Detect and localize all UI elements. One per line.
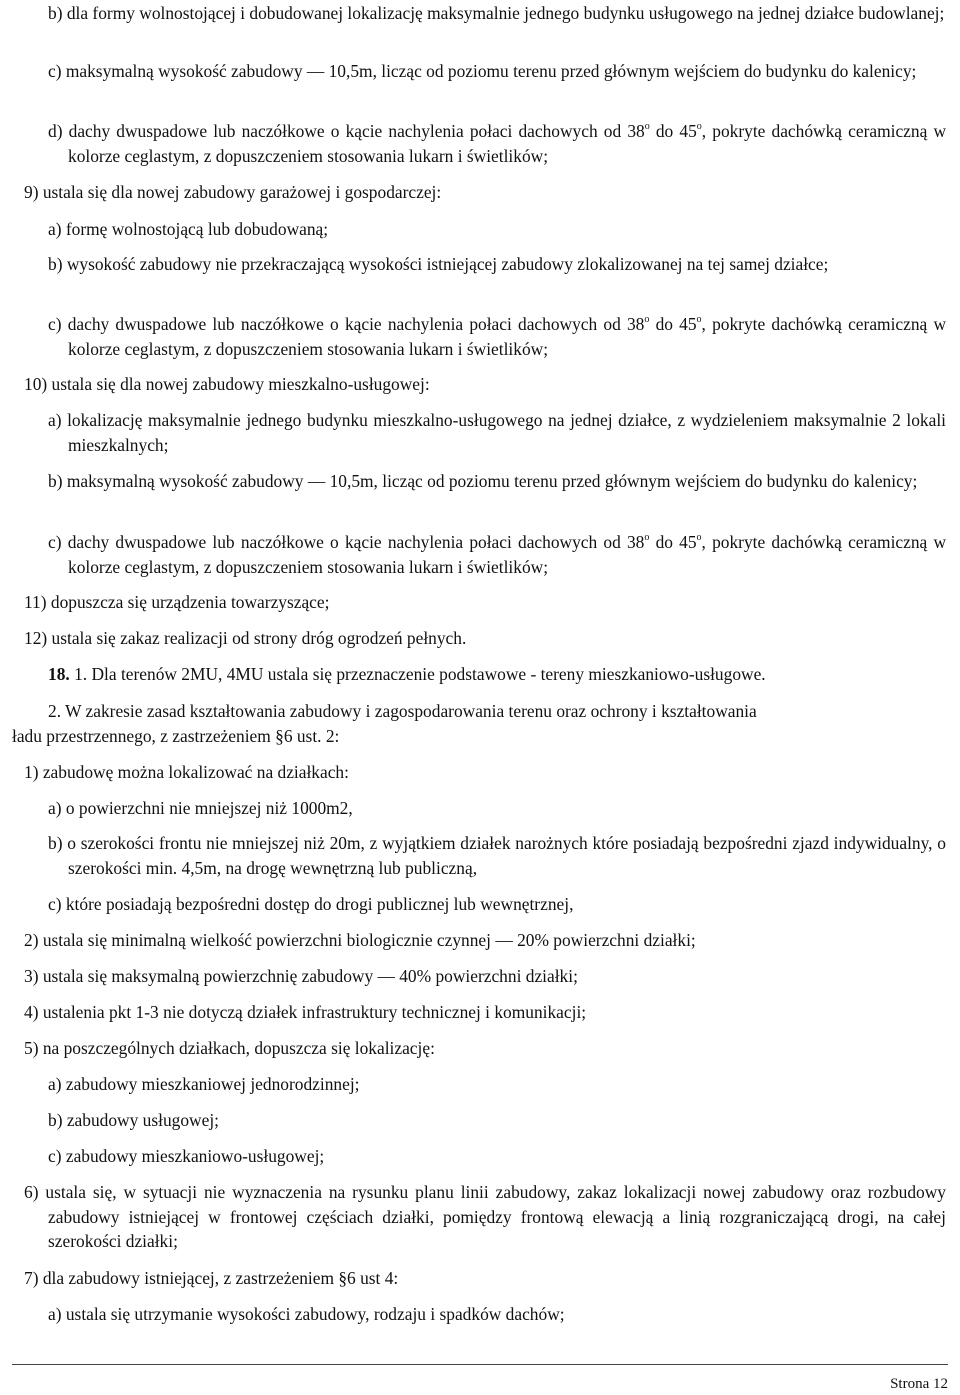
item-c-max-height: c) maksymalną wysokość zabudowy — 10,5m, licząc od poziomu terenu przed głównym wejściem do budynku do kalenicy; [48,61,917,81]
item-7-existing-buildings: 7) dla zabudowy istniejącej, z zastrzeżeniem §6 ust 4: [24,1268,399,1288]
section-18-paragraph-2: 2. W zakresie zasad kształtowania zabudowy i zagospodarowania terenu oraz ochrony i kształtowania ładu przestrzennego, z zastrzeżeniem §6 ust. 2: [12,701,757,746]
item-c-roofs-2: c) dachy dwuspadowe lub naczółkowe o kącie nachylenia połaci dachowych od 38$^o$ do 45$^o$, pokryte dachówką ceramiczną w kolorze ceglastym, z dopuszczeniem stosowania lukarn i świetlików; [48,532,946,577]
item-d-roofs: d) dachy dwuspadowe lub naczółkowe o kącie nachylenia połaci dachowych od 38$^o$ do 45$^o$, pokryte dachówką ceramiczną w kolorze ceglastym, z dopuszczeniem stosowania lukarn i świetlików; [48,121,946,166]
item-11-accompanying-devices: 11) dopuszcza się urządzenia towarzyszące; [24,592,330,612]
item-a-area: a) o powierzchni nie mniejszej niż 1000m2, [48,798,353,818]
item-a-single-family: a) zabudowy mieszkaniowej jednorodzinnej; [48,1074,360,1094]
item-c-road-access: c) które posiadają bezpośredni dostęp do drogi publicznej lub wewnętrznej, [48,894,574,914]
section-18-paragraph-1: 18. 1. Dla terenów 2MU, 4MU ustala się przeznaczenie podstawowe - tereny mieszkaniowo-usługowe. [48,664,766,684]
item-12-fence-ban: 12) ustala się zakaz realizacji od strony dróg ogrodzeń pełnych. [24,628,467,648]
item-5-permitted-uses: 5) na poszczególnych działkach, dopuszcza się lokalizację: [24,1038,435,1058]
item-9-garage-buildings: 9) ustala się dla nowej zabudowy garażowej i gospodarczej: [24,182,442,202]
page-number: Strona 12 [890,1376,948,1392]
item-4-infrastructure-exemption: 4) ustalenia pkt 1-3 nie dotyczą działek infrastruktury technicznej i komunikacji; [24,1002,587,1022]
item-b-height: b) wysokość zabudowy nie przekraczającą wysokości istniejącej zabudowy zlokalizowanej na tej samej działce; [48,254,829,274]
item-b-max-height: b) maksymalną wysokość zabudowy — 10,5m, licząc od poziomu terenu przed głównym wejściem do budynku do kalenicy; [48,471,918,491]
item-a-maintain-height: a) ustala się utrzymanie wysokości zabudowy, rodzaju i spadków dachów; [48,1304,565,1324]
section-number: 18. [48,664,70,684]
item-2-biologically-active: 2) ustala się minimalną wielkość powierzchni biologicznie czynnej — 20% powierzchni działki; [24,930,696,950]
item-6-building-line: 6) ustala się, w sytuacji nie wyznaczenia na rysunku planu linii zabudowy, zakaz lokalizacji nowej zabudowy oraz rozbudowy zabudowy istniejącej w frontowej częściach działki, pomiędzy frontową elewacją a linią rozgraniczającą drogi, na całej szerokości działki; [24,1182,946,1251]
item-c-roofs: c) dachy dwuspadowe lub naczółkowe o kącie nachylenia połaci dachowych od 38$^o$ do 45$^o$, pokryte dachówką ceramiczną w kolorze ceglastym, z dopuszczeniem stosowania lukarn i świetlików; [48,314,946,359]
item-3-max-built-area: 3) ustala się maksymalną powierzchnię zabudowy — 40% powierzchni działki; [24,966,578,986]
item-1-plots: 1) zabudowę można lokalizować na działkach: [24,762,349,782]
item-a-form: a) formę wolnostojącą lub dobudowaną; [48,219,329,239]
item-10-residential-service: 10) ustala się dla nowej zabudowy mieszkalno-usługowej: [24,374,430,394]
item-c-mixed: c) zabudowy mieszkaniowo-usługowej; [48,1146,325,1166]
item-b-service: b) zabudowy usługowej; [48,1110,219,1130]
item-b-single-service-building: b) dla formy wolnostojącej i dobudowanej lokalizację maksymalnie jednego budynku usługowego na jednej działce budowlanej; [48,3,945,23]
item-b-frontage: b) o szerokości frontu nie mniejszej niż 20m, z wyjątkiem działek narożnych które posiadają bezpośredni zjazd indywidualny, o szerokości min. 4,5m, na drogę wewnętrzną lub publiczną, [48,833,946,878]
footer-divider [12,1364,948,1365]
item-a-location: a) lokalizację maksymalnie jednego budynku mieszkalno-usługowego na jednej działce, z wydzieleniem maksymalnie 2 lokali mieszkalnych; [48,410,946,455]
